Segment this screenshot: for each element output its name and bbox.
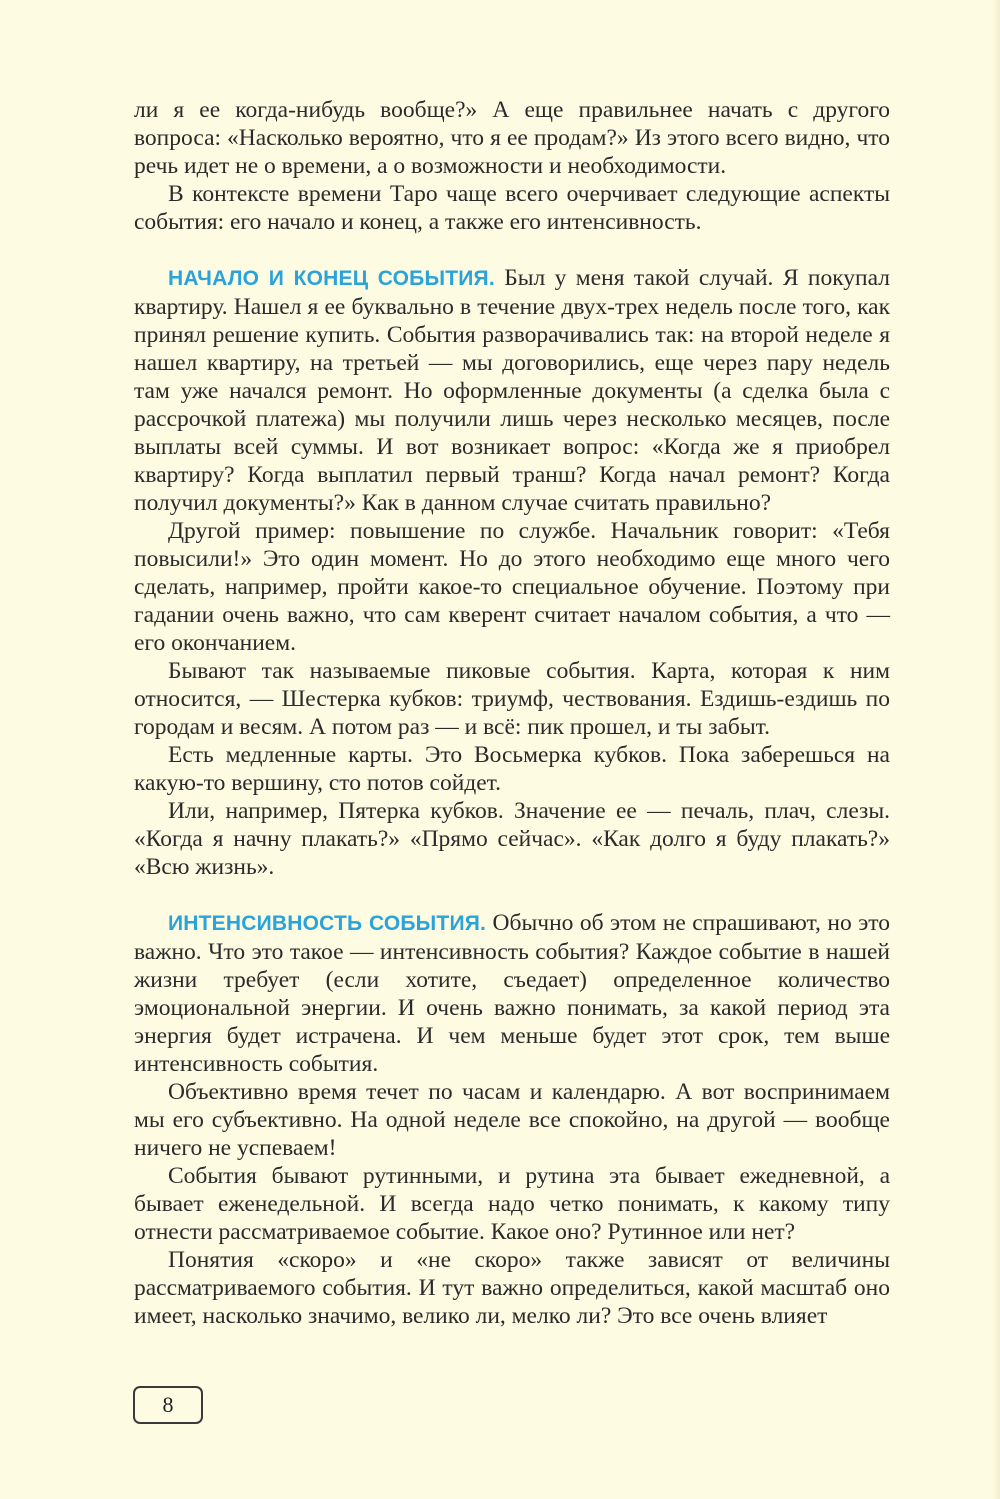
paragraph: Или, например, Пятерка кубков. Значение ее — печаль, плач, слезы. «Когда я начну плакать?» «Прямо сейчас». «Как долго я буду плакать?» «Всю жизнь». — [134, 798, 890, 880]
paragraph: Другой пример: повышение по службе. Начальник говорит: «Тебя повысили!» Это один момент. Но до этого необходимо еще много чего сделать, например, пройти какое-то специальное обучение. Поэтому при гадании очень важно, что сам кверент считает началом события, а что — его окончанием. — [134, 518, 890, 656]
paragraph: Бывают так называемые пиковые события. Карта, которая к ним относится, — Шестерка кубков: триумф, чествования. Ездишь-ездишь по городам и весям. А потом раз — и всё: пик прошел, и ты забыт. — [134, 658, 890, 740]
paragraph-section-start-and-end: НАЧАЛО И КОНЕЦ СОБЫТИЯ. Был у меня такой случай. Я покупал квартиру. Нашел я ее буквально в течение двух-трех недель после того, как принял решение купить. События разворачивались так: на второй неделе я нашел квартиру, на третьей — мы договорились, еще через пару недель там уже начался ремонт. Но оформленные документы (а сделка была с рассрочкой платежа) мы получили лишь через несколько месяцев, после выплаты всей суммы. И вот возникает вопрос: «Когда же я приобрел квартиру? Когда выплатил первый транш? Когда начал ремонт? Когда получил документы?» Как в данном случае считать правильно? — [134, 265, 890, 516]
paragraph: Есть медленные карты. Это Восьмерка кубков. Пока заберешься на какую-то вершину, сто потов сойдет. — [134, 742, 890, 796]
paragraph: Понятия «скоро» и «не скоро» также зависят от величины рассматриваемого события. И тут важно определиться, какой масштаб оно имеет, насколько значимо, велико ли, мелко ли? Это все очень влияет — [134, 1247, 890, 1329]
paragraph: События бывают рутинными, и рутина эта бывает ежедневной, а бывает еженедельной. И всегда надо четко понимать, к какому типу отнести рассматриваемое событие. Какое оно? Рутинное или нет? — [134, 1163, 890, 1245]
body-text — [134, 96, 890, 1330]
page-number: 8 — [133, 1386, 203, 1424]
paragraph: В контексте времени Таро чаще всего очерчивает следующие аспекты события: его начало и конец, а также его интенсивность. — [134, 181, 890, 235]
section-heading-intensity: ИНТЕНСИВНОСТЬ СОБЫТИЯ. — [168, 912, 487, 935]
paragraph-continuation: ли я ее когда-нибудь вообще?» А еще правильнее начать с другого вопроса: «Насколько вероятно, что я ее продам?» Из этого всего видно, что речь идет не о времени, а о возможности и необходимости. — [134, 97, 890, 179]
section-heading-start-and-end: НАЧАЛО И КОНЕЦ СОБЫТИЯ. — [168, 267, 495, 290]
page-edge — [992, 0, 1000, 1499]
paragraph-section-intensity: ИНТЕНСИВНОСТЬ СОБЫТИЯ. Обычно об этом не спрашивают, но это важно. Что это такое — интенсивность события? Каждое событие в нашей жизни требует (если хотите, съедает) определенное количество эмоциональной энергии. И очень важно понимать, за какой период эта энергия будет истрачена. И чем меньше будет этот срок, тем выше интенсивность события. — [134, 910, 890, 1077]
paragraph: Объективно время течет по часам и календарю. А вот воспринимаем мы его субъективно. На одной неделе все спокойно, на другой — вообще ничего не успеваем! — [134, 1079, 890, 1161]
